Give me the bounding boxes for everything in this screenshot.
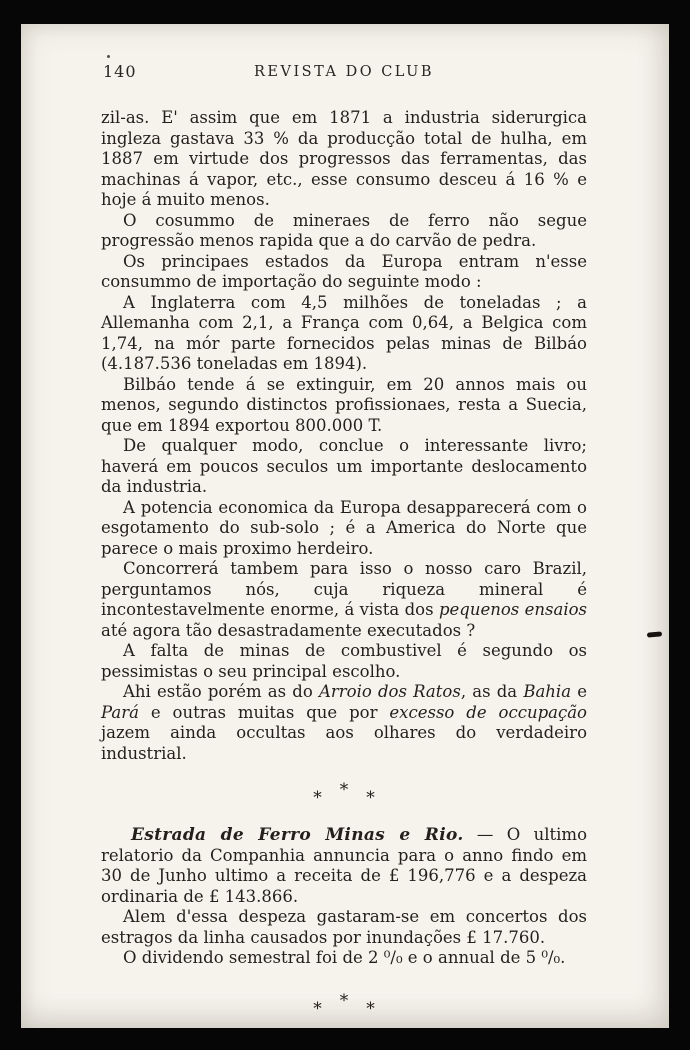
paragraph <box>101 498 587 560</box>
paragraph-text: A falta de minas de combustivel é segundo os pessimistas o seu principal escolho. <box>101 641 587 681</box>
paragraph <box>101 108 587 211</box>
paragraph-text: e <box>571 682 587 701</box>
page-header <box>101 62 587 82</box>
paragraph-text: , as da <box>460 682 524 701</box>
paragraph-text: Bilbáo tende á se extinguir, em 20 annos mais ou menos, segundo distinctos profissionaes, resta a Suecia, que em 1894 exportou 800.000 T. <box>101 374 587 435</box>
scan-artifact-speck <box>107 55 110 58</box>
paragraph-text: zil-as. E' assim que em 1871 a industria siderurgica ingleza gastava 33 % da producção total de hulha, em 1887 em virtude dos progressos das ferramentas, das machinas á vapor, etc., esse consumo desceu á 16 % e hoje á muito menos. <box>101 108 587 209</box>
section-divider <box>101 780 587 808</box>
paragraph <box>101 682 587 764</box>
asterisk: * <box>366 998 375 1019</box>
paragraph-text: jazem ainda occultas aos olhares do verdadeiro industrial. <box>101 723 587 763</box>
italic-text: Bahia <box>523 682 572 701</box>
paragraph-text: O cosummo de mineraes de ferro não segue progressão menos rapida que a do carvão de pedra. <box>101 210 587 250</box>
asterisk: * <box>313 998 322 1019</box>
paragraph <box>101 375 587 437</box>
section-divider <box>101 990 587 1019</box>
asterisk: * <box>366 788 375 808</box>
paragraph-text: A potencia economica da Europa desapparecerá com o esgotamento do sub-solo ; é a America do Norte que parece o mais proximo herdeiro. <box>101 497 587 558</box>
page-content <box>21 24 669 1019</box>
paragraph-text: Ahi estão porém as do <box>123 682 319 701</box>
paragraph <box>101 907 587 948</box>
paragraph-text: Concorrerá tambem para isso o nosso caro Brazil, perguntamos nós, cuja riqueza mineral é incontestavelmente enorme, á vista dos <box>101 559 587 619</box>
paragraph-text: O dividendo semestral foi de 2 ⁰/₀ e o annual de 5 ⁰/₀. <box>123 948 566 967</box>
document-page <box>21 24 669 1028</box>
article-title: Estrada de Ferro Minas e Rio. <box>131 825 464 845</box>
asterisk: * <box>339 990 349 1011</box>
paragraph <box>101 293 587 375</box>
italic-text: excesso de occupação <box>389 702 587 722</box>
article-railroad <box>101 825 587 969</box>
page-number: 140 <box>103 62 137 81</box>
paragraph-text: Alem d'essa despeza gastaram-se em concertos dos estragos da linha causados por inundações £ 17.760. <box>101 907 587 947</box>
paragraph <box>101 559 587 641</box>
paragraph <box>101 252 587 293</box>
paragraph-text: até agora tão desastradamente executados ? <box>101 620 476 640</box>
paragraph <box>101 436 587 498</box>
article-mining <box>101 108 587 764</box>
paragraph-text: Os principaes estados da Europa entram n'esse consummo de importação do seguinte modo : <box>101 251 587 291</box>
running-header: REVISTA DO CLUB <box>253 64 435 80</box>
italic-text: Arroio dos Ratos <box>318 682 461 701</box>
italic-text: Pará <box>101 702 139 722</box>
asterisk: * <box>339 780 349 800</box>
italic-text: pequenos ensaios <box>438 600 587 619</box>
paragraph <box>101 825 587 907</box>
asterisk: * <box>313 788 322 808</box>
paragraph-text: — O ultimo relatorio da Companhia annuncia para o anno findo em 30 de Junho ultimo a receita de £ 196,776 e a despeza ordinaria de £ 143.866. <box>101 825 587 906</box>
paragraph <box>101 641 587 682</box>
paragraph <box>101 211 587 252</box>
paragraph-text: A Inglaterra com 4,5 milhões de toneladas ; a Allemanha com 2,1, a França com 0,64, a Belgica com 1,74, na mór parte fornecidos pelas minas de Bilbáo (4.187.536 toneladas em 1894). <box>101 292 587 373</box>
paragraph-text: e outras muitas que por <box>138 702 390 722</box>
paragraph-text: De qualquer modo, conclue o interessante livro; haverá em poucos seculos um importante deslocamento da industria. <box>101 436 587 496</box>
paragraph <box>101 948 587 969</box>
